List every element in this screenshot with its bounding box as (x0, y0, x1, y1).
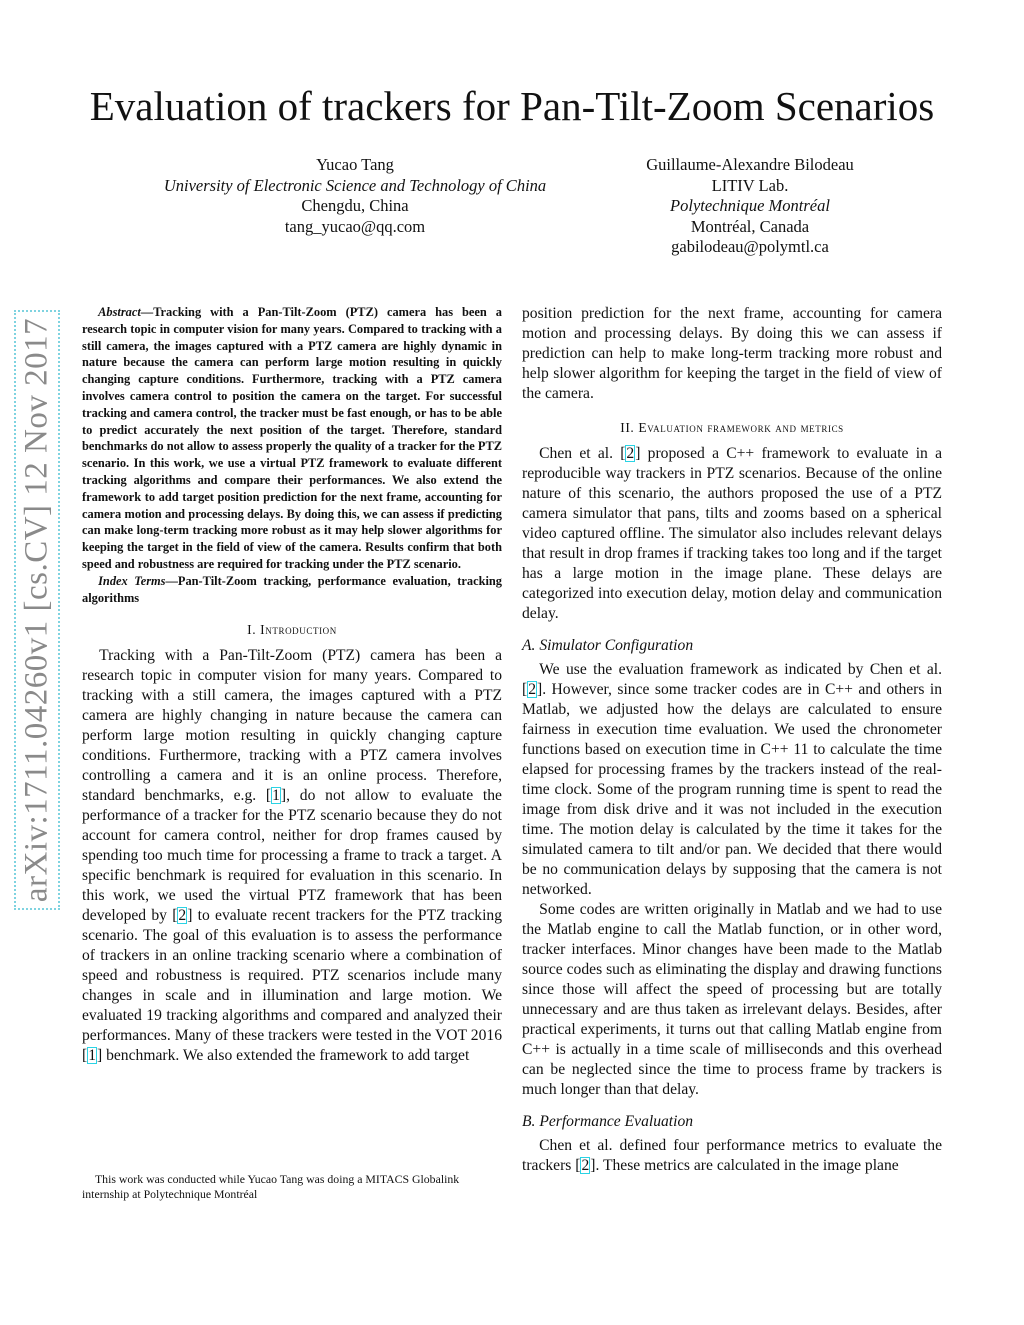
framework-text-2: ] proposed a C++ framework to evaluate in a reproducible way trackers in PTZ scenarios. Because of the online nature of this scenario, the authors proposed the use of a PTZ camera simulator that pans, tilts and zooms based on a spherical video captured offline. The simulator also includes relevant delays that result in drop frames if tracking takes too long and if the target has a large motion in the image plane. These delays are categorized into execution delay, motion delay and communication delay. (522, 445, 942, 622)
performance-text-1: Chen et al. defined four performance metrics to evaluate the trackers [ (522, 1137, 942, 1174)
index-terms-label: Index Terms (98, 573, 166, 588)
author-1-name: Yucao Tang (316, 155, 394, 174)
author-2-email[interactable]: gabilodeau@polymtl.ca (671, 237, 829, 256)
left-column (82, 304, 502, 1066)
abstract-text: —Tracking with a Pan-Tilt-Zoom (PTZ) camera has been a research topic in computer vision for many years. Compared to tracking with a still camera, the images captured with a PTZ camera are highly dynamic in nature because the camera can perform large motion resulting in quickly changing capture conditions. Furthermore, tracking with a PTZ camera involves camera control to position the camera on the target. For successful tracking and camera control, the tracker must be fast enough, or has to be able to predict accurately the next position of the target. Therefore, standard benchmarks do not allow to assess properly the quality of a tracker for the PTZ scenario. In this work, we use a virtual PTZ framework to evaluate different tracking algorithms and compare their performances. We also extend the framework to add target position prediction for the next frame, accounting for camera motion and processing delays. By doing this, we can assess if predicting can make long-term tracking more robust as it may help slower algorithms for keeping the target in the field of view of the camera. Results confirm that both speed and robustness are required for tracking under the PTZ scenario. (82, 305, 502, 571)
citation-link[interactable]: 2 (626, 445, 635, 462)
intro-paragraph (82, 646, 502, 1066)
intro-continuation: position prediction for the next frame, accounting for camera motion and processing delays. By doing this we can assess if prediction can help to make long-term tracking more robust and help slower algorithm for keeping the target in the field of view of the camera. (522, 305, 942, 402)
intro-text-1: Tracking with a Pan-Tilt-Zoom (PTZ) camera has been a research topic in computer vision for many years. Compared to tracking with a still camera, the images captured with a PTZ camera are highly changing in nature because the camera can perform large motion resulting in quickly changing capture conditions. Furthermore, tracking with a PTZ camera involves controlling a camera and it is an online process. Therefore, standard benchmarks, e.g. [ (82, 647, 502, 805)
citation-link[interactable]: 1 (88, 1047, 96, 1065)
author-2-location: Montréal, Canada (690, 216, 810, 236)
arxiv-id[interactable]: arXiv:1711.04260v1 [cs.CV] 12 Nov 2017 (18, 317, 55, 903)
abstract-label: Abstract (98, 305, 141, 319)
footnote: This work was conducted while Yucao Tang was doing a MITACS Globalink internship at Polytechnique Montréal (82, 1172, 460, 1201)
author-1-email[interactable]: tang_yucao@qq.com (284, 216, 426, 236)
author-2 (600, 155, 900, 258)
section-heading-introduction: I. Introduction (247, 622, 337, 638)
author-2-affiliation: Polytechnique Montréal (670, 196, 830, 215)
simulator-paragraph-1 (522, 660, 942, 900)
author-2-lab: LITIV Lab. (711, 175, 789, 195)
right-column (522, 304, 942, 1176)
intro-text-2: ], do not allow to evaluate the performance of a tracker for the PTZ scenario because they do not account for camera control, neither for drop frames caused by spending too much time for processing a frame to track a target. A specific benchmark is required for evaluation in this scenario. In this work, we used the virtual PTZ framework that has been developed by [ (82, 787, 502, 925)
subsection-heading-performance: B. Performance Evaluation (522, 1113, 694, 1130)
section-heading-framework: II. Evaluation framework and metrics (620, 420, 844, 435)
author-2-name: Guillaume-Alexandre Bilodeau (646, 155, 854, 174)
author-1-location: Chengdu, China (301, 196, 409, 215)
citation-link[interactable]: 2 (581, 1157, 590, 1174)
author-1-affiliation: University of Electronic Science and Technology of China (163, 175, 547, 195)
abstract (82, 304, 502, 606)
citation-link[interactable]: 1 (272, 787, 280, 805)
framework-paragraph (522, 444, 942, 624)
intro-text-3: ] to evaluate recent trackers for the PTZ tracking scenario. The goal of this evaluation is to assess the performance of trackers in an online tracking scenario where a combination of speed and robustness is required. PTZ scenarios include many changes in scale and in illumination and large motion. We evaluated 19 tracking algorithms and compared and analyzed their performances. Many of these trackers were tested in the VOT 2016 [ (82, 907, 502, 1065)
simulator-text-2: ]. However, since some tracker codes are in C++ and others in Matlab, we adjusted how the delays are calculated to ensure fairness in execution time evaluation. We used the chronometer functions based on execution time in C++ 11 to calculate the time elapsed for processing frames by the trackers instead of the real-time clock. Some of the program running time is spent to read the image from disk drive and it was not included in the execution time. The motion delay is calculated by the time it takes for the simulated camera to tilt and/or pan. We decided that there would be no communication delays by supposing that the camera is not networked. (522, 681, 942, 898)
framework-text-1: Chen et al. [ (539, 445, 626, 462)
paper-title: Evaluation of trackers for Pan-Tilt-Zoom Scenarios (89, 83, 935, 129)
simulator-text-1: We use the evaluation framework as indicated by Chen et al. [ (522, 661, 942, 698)
author-1 (100, 155, 610, 237)
performance-text-2: ]. These metrics are calculated in the image plane (590, 1157, 899, 1174)
citation-link[interactable]: 2 (528, 681, 536, 698)
performance-paragraph (522, 1136, 942, 1176)
simulator-paragraph-2: Some codes are written originally in Matlab and we had to use the Matlab engine to call the Matlab function, or in other word, tracker interfaces. Minor changes have been made to the Matlab source codes such as eliminating the display and drawing functions since those will affect the speed of processing but are totally unnecessary and are thus taken as irrelevant delays. Besides, after practical experiments, it turns out that calling Matlab engine from C++ is actually in a time scale of milliseconds and this overhead can be neglected since the time to process frame by trackers is much longer than that delay. (522, 901, 942, 1098)
arxiv-stamp (14, 310, 60, 910)
citation-link[interactable]: 2 (178, 907, 187, 925)
subsection-heading-simulator: A. Simulator Configuration (522, 637, 694, 654)
intro-text-4: ] benchmark. We also extended the framework to add target (97, 1047, 470, 1065)
index-terms-text: —Pan-Tilt-Zoom tracking, performance evaluation, tracking algorithms (82, 573, 502, 605)
